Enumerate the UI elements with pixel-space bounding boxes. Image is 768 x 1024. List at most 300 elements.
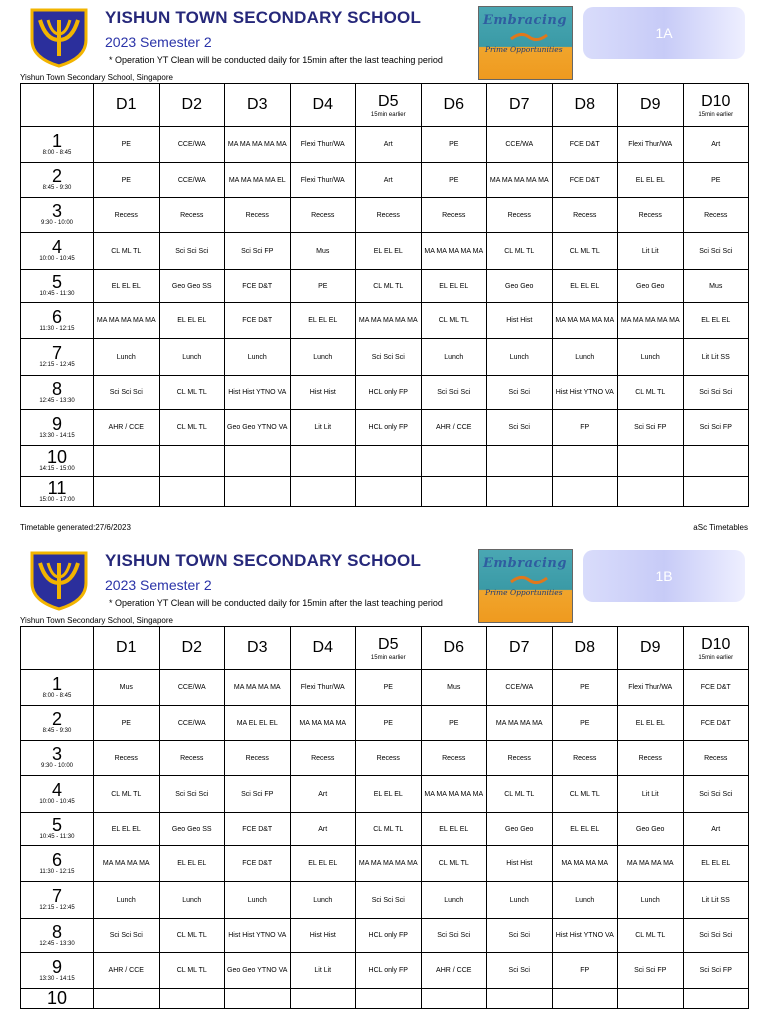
- lesson-cell: [552, 670, 618, 706]
- lesson-cell: [552, 339, 618, 376]
- lesson-subjects: HCL only FP: [368, 967, 408, 974]
- lesson-subjects: Recess: [311, 211, 335, 219]
- period-cell: [21, 882, 94, 919]
- lesson-cell: [487, 953, 553, 989]
- lesson-cell: [94, 303, 160, 339]
- lesson-cell: [683, 741, 749, 776]
- period-cell: [21, 410, 94, 446]
- lesson-subjects: FCE D&T: [700, 719, 731, 727]
- lesson-cell: [225, 919, 291, 953]
- lesson-cell: [552, 953, 618, 989]
- lesson-subjects: MA MA MA MA EL: [228, 176, 286, 184]
- day-header-d3: [225, 84, 291, 127]
- lesson-cell: [683, 882, 749, 919]
- lesson-cell: [552, 813, 618, 846]
- day-header-d4: [290, 627, 356, 670]
- lesson-subjects: CL ML TL: [176, 424, 207, 431]
- lesson-subjects: PE: [449, 141, 459, 148]
- lesson-subjects: MA MA MA MA MA: [424, 247, 484, 255]
- period-row: [21, 882, 749, 919]
- lesson-cell: [225, 989, 291, 1009]
- lesson-subjects: Sci Sci Sci: [371, 353, 405, 361]
- lesson-cell: [421, 233, 487, 270]
- period-time: 10:00 - 10:45: [39, 256, 75, 262]
- period-cell: [21, 339, 94, 376]
- period-time: 13:30 - 14:15: [39, 975, 75, 982]
- lesson-cell: [683, 670, 749, 706]
- lesson-cell: [225, 882, 291, 919]
- lesson-cell: [356, 846, 422, 882]
- lesson-cell: [356, 410, 422, 446]
- period-time: 14:15 - 15:00: [39, 466, 75, 472]
- lesson-cell: [94, 163, 160, 198]
- lesson-cell: [421, 953, 487, 989]
- lesson-cell: [94, 989, 160, 1009]
- period-row: [21, 376, 749, 410]
- lesson-cell: [225, 303, 291, 339]
- period-time: 11:30 - 12:15: [39, 868, 75, 875]
- lesson-cell: [683, 706, 749, 741]
- lesson-cell: [618, 670, 684, 706]
- lesson-cell: [94, 953, 160, 989]
- lesson-subjects: AHR / CCE: [108, 967, 144, 974]
- lesson-subjects: PE: [383, 719, 393, 727]
- lesson-subjects: Sci Sci Sci: [175, 247, 209, 255]
- lesson-cell: [421, 376, 487, 410]
- lesson-subjects: MA MA MA MA MA: [358, 317, 418, 324]
- lesson-cell: [618, 303, 684, 339]
- lesson-subjects: Mus: [316, 247, 330, 255]
- lesson-cell: [225, 953, 291, 989]
- lesson-subjects: Recess: [573, 211, 597, 219]
- lesson-subjects: EL EL EL: [177, 317, 207, 324]
- day-header-d10: [683, 84, 749, 127]
- period-number: 9: [51, 413, 62, 434]
- lesson-subjects: EL EL EL: [701, 317, 731, 324]
- lesson-subjects: EL EL EL: [177, 860, 207, 867]
- lesson-cell: [487, 882, 553, 919]
- lesson-cell: [487, 477, 553, 507]
- lesson-cell: [159, 198, 225, 233]
- lesson-cell: [159, 882, 225, 919]
- lesson-cell: [159, 776, 225, 813]
- operation-note: * Operation YT Clean will be conducted daily for 15min after the last teaching period: [109, 55, 443, 65]
- lesson-cell: [225, 410, 291, 446]
- lesson-cell: [552, 446, 618, 477]
- lesson-subjects: Sci Sci Sci: [109, 389, 143, 396]
- period-number: 11: [47, 477, 67, 498]
- lesson-subjects: Recess: [573, 754, 597, 762]
- lesson-cell: [225, 846, 291, 882]
- period-row: [21, 270, 749, 303]
- day-header-d4: [290, 84, 356, 127]
- period-time: 8:45 - 9:30: [42, 185, 72, 191]
- lesson-cell: [225, 233, 291, 270]
- lesson-cell: [421, 989, 487, 1009]
- period-row: [21, 446, 749, 477]
- period-number: 6: [51, 306, 62, 327]
- lesson-cell: [683, 339, 749, 376]
- lesson-cell: [290, 339, 356, 376]
- lesson-cell: [487, 270, 553, 303]
- lesson-cell: [552, 198, 618, 233]
- lesson-cell: [683, 989, 749, 1009]
- lesson-cell: [290, 813, 356, 846]
- lesson-subjects: Geo Geo: [636, 282, 665, 290]
- day-note: 15min earlier: [698, 654, 734, 661]
- lesson-subjects: MA MA MA MA MA: [424, 790, 484, 798]
- lesson-subjects: Lit Lit: [314, 967, 332, 974]
- lesson-subjects: Lunch: [313, 896, 333, 904]
- lesson-cell: [290, 233, 356, 270]
- school-crest-icon: [28, 549, 90, 611]
- lesson-cell: [683, 303, 749, 339]
- asc-credit: aSc Timetables: [693, 523, 748, 532]
- banner-subtitle: Prime Opportunities: [485, 588, 563, 597]
- period-number: 5: [51, 272, 62, 292]
- period-row: [21, 303, 749, 339]
- lesson-cell: [552, 706, 618, 741]
- lesson-subjects: CCE/WA: [505, 684, 534, 691]
- lesson-cell: [356, 376, 422, 410]
- day-header-d1: [94, 627, 160, 670]
- lesson-cell: [356, 919, 422, 953]
- lesson-cell: [225, 813, 291, 846]
- lesson-subjects: EL EL EL: [439, 282, 469, 290]
- day-header-d6: [421, 627, 487, 670]
- lesson-cell: [94, 776, 160, 813]
- lesson-subjects: Recess: [114, 211, 138, 219]
- period-number: 3: [51, 201, 62, 221]
- lesson-cell: [94, 919, 160, 953]
- lesson-cell: [683, 163, 749, 198]
- day-label: D4: [312, 639, 333, 656]
- lesson-subjects: Sci Sci FP: [634, 424, 667, 431]
- lesson-cell: [487, 919, 553, 953]
- lesson-subjects: MA MA MA MA MA: [489, 176, 549, 184]
- lesson-subjects: Lit Lit SS: [701, 896, 730, 904]
- lesson-cell: [552, 376, 618, 410]
- period-number: 5: [51, 815, 62, 835]
- lesson-subjects: CL ML TL: [569, 790, 600, 798]
- lesson-subjects: Lunch: [182, 353, 202, 361]
- lesson-cell: [356, 989, 422, 1009]
- lesson-subjects: Art: [318, 790, 328, 798]
- lesson-cell: [290, 741, 356, 776]
- lesson-cell: [487, 446, 553, 477]
- day-label: D7: [509, 96, 530, 113]
- lesson-subjects: Hist Hist: [506, 317, 533, 324]
- school-location: Yishun Town Secondary School, Singapore: [20, 73, 173, 82]
- lesson-subjects: Sci Sci FP: [699, 967, 732, 974]
- lesson-cell: [159, 163, 225, 198]
- period-number: 1: [51, 130, 62, 151]
- period-number: 3: [51, 744, 62, 764]
- lesson-cell: [225, 376, 291, 410]
- banner-title: Embracing: [483, 13, 567, 28]
- lesson-cell: [356, 882, 422, 919]
- lesson-subjects: CL ML TL: [111, 790, 142, 798]
- lesson-cell: [94, 477, 160, 507]
- period-row: [21, 477, 749, 507]
- lesson-cell: [683, 953, 749, 989]
- lesson-cell: [290, 376, 356, 410]
- lesson-cell: [159, 303, 225, 339]
- lesson-subjects: Hist Hist YTNO VA: [555, 389, 614, 396]
- day-label: D8: [574, 96, 595, 113]
- lesson-subjects: Geo Geo SS: [171, 282, 212, 290]
- lesson-cell: [290, 163, 356, 198]
- period-cell: [21, 127, 94, 163]
- lesson-cell: [683, 270, 749, 303]
- lesson-subjects: Art: [711, 141, 721, 148]
- lesson-cell: [487, 989, 553, 1009]
- lesson-cell: [159, 670, 225, 706]
- lesson-subjects: MA MA MA MA: [561, 860, 609, 867]
- period-number: 10: [46, 447, 68, 467]
- lesson-cell: [618, 882, 684, 919]
- lesson-subjects: Recess: [245, 754, 269, 762]
- day-label: D9: [640, 639, 661, 656]
- period-number: 10: [46, 988, 68, 1008]
- day-header-d7: [487, 627, 553, 670]
- lesson-subjects: CL ML TL: [504, 247, 535, 255]
- lesson-cell: [94, 813, 160, 846]
- lesson-cell: [618, 477, 684, 507]
- timetable-grid: [20, 83, 749, 507]
- day-header-d8: [552, 627, 618, 670]
- lesson-cell: [356, 127, 422, 163]
- lesson-cell: [552, 882, 618, 919]
- lesson-cell: [618, 919, 684, 953]
- period-row: [21, 339, 749, 376]
- lesson-subjects: Lit Lit SS: [701, 353, 730, 361]
- day-header-d2: [159, 627, 225, 670]
- lesson-cell: [225, 670, 291, 706]
- day-header-d3: [225, 627, 291, 670]
- period-row: [21, 233, 749, 270]
- school-location: Yishun Town Secondary School, Singapore: [20, 616, 173, 625]
- lesson-subjects: Hist Hist: [506, 860, 533, 867]
- period-time: 12:15 - 12:45: [39, 905, 75, 911]
- lesson-cell: [159, 919, 225, 953]
- day-header-d1: [94, 84, 160, 127]
- lesson-subjects: Sci Sci Sci: [437, 389, 471, 396]
- lesson-subjects: PE: [318, 282, 328, 290]
- lesson-cell: [356, 198, 422, 233]
- lesson-cell: [159, 813, 225, 846]
- lesson-subjects: Lunch: [116, 353, 136, 361]
- lesson-subjects: Recess: [114, 754, 138, 762]
- lesson-cell: [94, 127, 160, 163]
- lesson-cell: [94, 882, 160, 919]
- lesson-cell: [552, 270, 618, 303]
- lesson-cell: [356, 446, 422, 477]
- lesson-cell: [290, 846, 356, 882]
- lesson-subjects: Hist Hist YTNO VA: [228, 932, 287, 939]
- lesson-subjects: FCE D&T: [242, 317, 273, 324]
- period-time: 12:45 - 13:30: [39, 397, 75, 404]
- period-row: [21, 919, 749, 953]
- lesson-subjects: MA MA MA MA: [102, 860, 150, 867]
- lesson-subjects: MA MA MA MA: [626, 860, 674, 867]
- lesson-cell: [225, 706, 291, 741]
- lesson-cell: [552, 410, 618, 446]
- lesson-cell: [487, 776, 553, 813]
- corner-cell: [21, 627, 94, 670]
- lesson-cell: [618, 776, 684, 813]
- lesson-subjects: Recess: [180, 754, 204, 762]
- lesson-cell: [683, 410, 749, 446]
- lesson-subjects: CL ML TL: [504, 790, 535, 798]
- lesson-subjects: CL ML TL: [176, 389, 207, 396]
- lesson-subjects: PE: [580, 719, 590, 727]
- lesson-cell: [421, 127, 487, 163]
- lesson-cell: [552, 127, 618, 163]
- day-label: D2: [181, 96, 202, 113]
- lesson-subjects: Lunch: [247, 353, 267, 361]
- period-number: 7: [51, 886, 62, 906]
- period-row: [21, 410, 749, 446]
- lesson-cell: [421, 846, 487, 882]
- lesson-cell: [487, 813, 553, 846]
- day-label: D6: [443, 639, 464, 656]
- period-time: 8:00 - 8:45: [42, 149, 72, 156]
- lesson-cell: [159, 741, 225, 776]
- corner-cell: [21, 84, 94, 127]
- lesson-subjects: Geo Geo: [505, 825, 534, 833]
- lesson-cell: [159, 233, 225, 270]
- lesson-cell: [552, 233, 618, 270]
- lesson-subjects: AHR / CCE: [436, 424, 472, 431]
- lesson-subjects: EL EL EL: [308, 860, 338, 867]
- lesson-cell: [421, 477, 487, 507]
- lesson-subjects: Recess: [638, 211, 662, 219]
- lesson-cell: [290, 270, 356, 303]
- banner-title: Embracing: [483, 556, 567, 571]
- lesson-subjects: Recess: [311, 754, 335, 762]
- day-label: D10: [701, 92, 731, 110]
- lesson-cell: [487, 706, 553, 741]
- period-row: [21, 163, 749, 198]
- lesson-cell: [159, 339, 225, 376]
- lesson-cell: [159, 410, 225, 446]
- semester-label: 2023 Semester 2: [105, 577, 212, 593]
- lesson-cell: [159, 846, 225, 882]
- lesson-cell: [290, 953, 356, 989]
- lesson-cell: [356, 813, 422, 846]
- lesson-cell: [94, 446, 160, 477]
- period-cell: [21, 163, 94, 198]
- lesson-cell: [94, 670, 160, 706]
- lesson-subjects: Lunch: [182, 896, 202, 904]
- lesson-subjects: Sci Sci Sci: [175, 790, 209, 798]
- lesson-cell: [356, 233, 422, 270]
- lesson-cell: [487, 846, 553, 882]
- lesson-cell: [421, 741, 487, 776]
- lesson-subjects: Sci Sci Sci: [699, 247, 733, 255]
- lesson-cell: [94, 270, 160, 303]
- lesson-cell: [421, 339, 487, 376]
- lesson-cell: [421, 198, 487, 233]
- lesson-subjects: Art: [383, 176, 393, 184]
- lesson-subjects: FCE D&T: [242, 282, 273, 290]
- lesson-subjects: EL EL EL: [308, 317, 338, 324]
- lesson-subjects: Art: [318, 825, 328, 833]
- lesson-subjects: EL EL EL: [570, 825, 600, 833]
- lesson-subjects: CCE/WA: [177, 176, 206, 184]
- lesson-subjects: FP: [580, 967, 590, 974]
- lesson-subjects: Lunch: [444, 353, 464, 361]
- lesson-cell: [683, 776, 749, 813]
- lesson-cell: [618, 198, 684, 233]
- lesson-cell: [159, 953, 225, 989]
- lesson-cell: [356, 706, 422, 741]
- lesson-subjects: CCE/WA: [177, 141, 206, 148]
- lesson-subjects: Lit Lit: [314, 424, 332, 431]
- period-cell: [21, 303, 94, 339]
- lesson-cell: [618, 953, 684, 989]
- lesson-cell: [618, 846, 684, 882]
- lesson-subjects: Recess: [704, 754, 728, 762]
- lesson-subjects: AHR / CCE: [108, 424, 144, 431]
- lesson-cell: [225, 163, 291, 198]
- period-row: [21, 989, 749, 1009]
- lesson-cell: [618, 339, 684, 376]
- runner-figure-icon: [509, 572, 549, 588]
- lesson-cell: [487, 233, 553, 270]
- lesson-cell: [94, 846, 160, 882]
- day-label: D6: [443, 96, 464, 113]
- lesson-cell: [683, 127, 749, 163]
- day-label: D1: [116, 639, 137, 656]
- lesson-subjects: EL EL EL: [635, 719, 665, 727]
- lesson-subjects: Sci Sci FP: [241, 247, 274, 255]
- lesson-subjects: CCE/WA: [505, 141, 534, 148]
- lesson-subjects: FCE D&T: [569, 141, 600, 148]
- day-header-d8: [552, 84, 618, 127]
- lesson-cell: [290, 410, 356, 446]
- lesson-subjects: Recess: [442, 211, 466, 219]
- school-crest-icon: [28, 6, 90, 68]
- school-name: YISHUN TOWN SECONDARY SCHOOL: [105, 8, 422, 27]
- lesson-cell: [94, 233, 160, 270]
- lesson-cell: [618, 446, 684, 477]
- lesson-cell: [487, 339, 553, 376]
- period-time: 12:45 - 13:30: [39, 940, 75, 947]
- lesson-cell: [683, 846, 749, 882]
- lesson-cell: [290, 919, 356, 953]
- period-cell: [21, 953, 94, 989]
- lesson-subjects: Sci Sci Sci: [371, 896, 405, 904]
- period-number: 9: [51, 956, 62, 977]
- period-cell: [21, 989, 94, 1009]
- period-row: [21, 670, 749, 706]
- lesson-subjects: Sci Sci: [508, 967, 530, 974]
- lesson-cell: [356, 339, 422, 376]
- lesson-cell: [421, 410, 487, 446]
- lesson-subjects: Recess: [704, 211, 728, 219]
- lesson-subjects: Recess: [638, 754, 662, 762]
- lesson-subjects: FCE D&T: [569, 176, 600, 184]
- lesson-subjects: Hist Hist YTNO VA: [555, 932, 614, 939]
- lesson-cell: [290, 303, 356, 339]
- lesson-subjects: Recess: [507, 754, 531, 762]
- lesson-subjects: EL EL EL: [439, 825, 469, 833]
- lesson-subjects: Geo Geo SS: [171, 825, 212, 833]
- period-row: [21, 776, 749, 813]
- lesson-subjects: MA MA MA MA MA: [555, 317, 615, 324]
